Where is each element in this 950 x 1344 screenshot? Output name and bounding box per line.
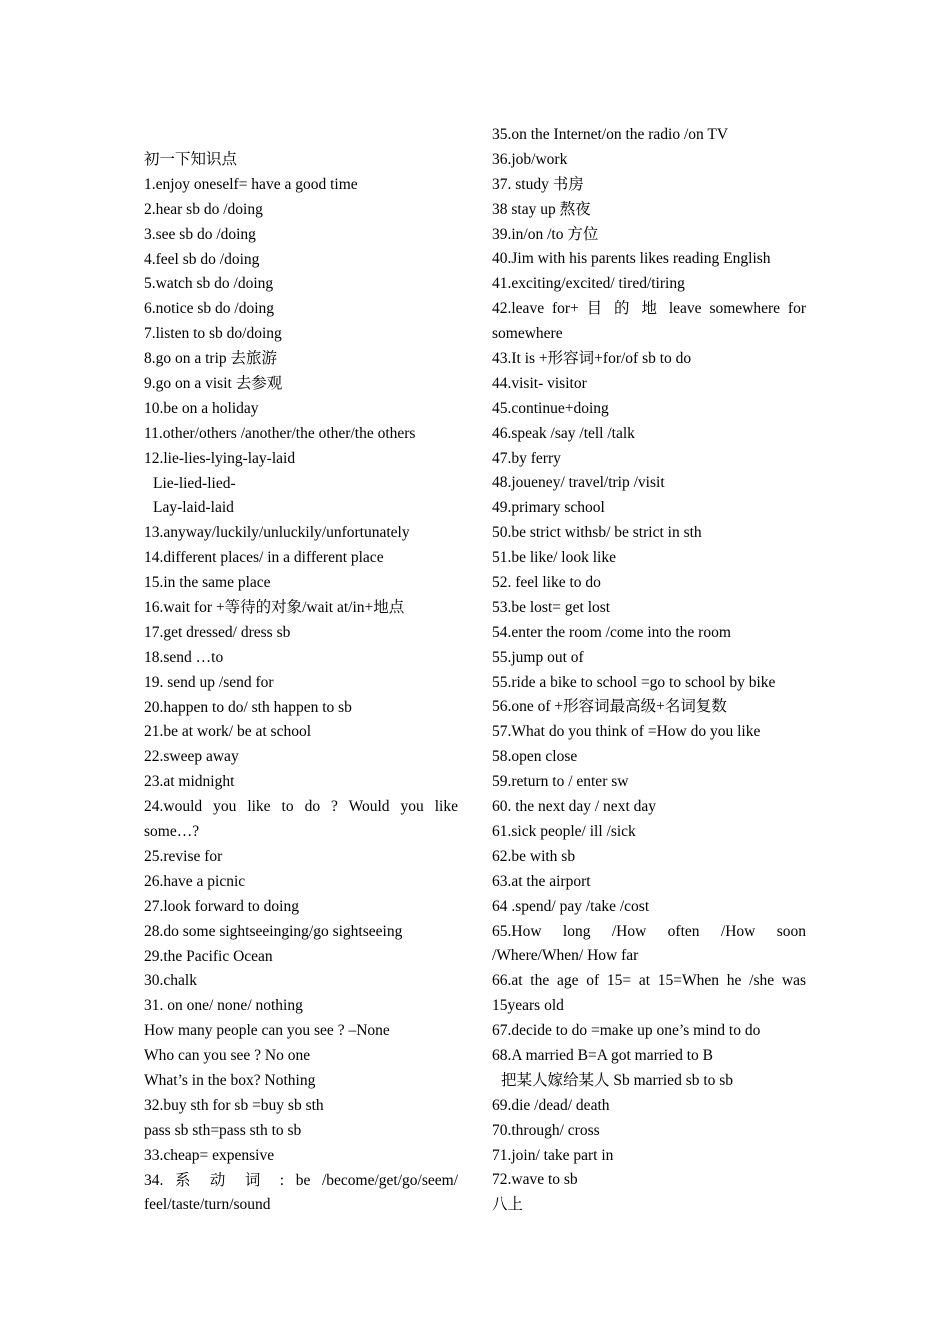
list-item-continuation: some…? (144, 823, 200, 841)
list-item: 38 stay up 熬夜 (492, 200, 591, 218)
list-item: 24.would you like to do ? Would you like (144, 798, 458, 816)
list-item: 50.be strict withsb/ be strict in sth (492, 524, 702, 542)
list-item: 33.cheap= expensive (144, 1146, 275, 1164)
list-item: 9.go on a visit 去参观 (144, 375, 283, 393)
list-item: 36.job/work (492, 150, 568, 168)
list-item-continuation: Lie-lied-lied- (153, 474, 236, 492)
list-item: 54.enter the room /come into the room (492, 623, 731, 641)
list-item: 29.the Pacific Ocean (144, 947, 273, 965)
list-item: 34. 系 动 词 : be /become/get/go/seem/ (144, 1171, 458, 1189)
list-item-continuation: pass sb sth=pass sth to sb (144, 1121, 302, 1139)
list-item: 18.send …to (144, 648, 224, 666)
list-item: 1.enjoy oneself= have a good time (144, 175, 358, 193)
list-item: 35.on the Internet/on the radio /on TV (492, 126, 729, 143)
list-item-continuation: Lay-laid-laid (153, 499, 234, 517)
list-item: 47.by ferry (492, 449, 561, 467)
list-item: 71.join/ take part in (492, 1146, 614, 1164)
list-item: 61.sick people/ ill /sick (492, 822, 636, 840)
list-item: 68.A married B=A got married to B (492, 1046, 713, 1064)
list-item: 45.continue+doing (492, 399, 609, 417)
list-item-continuation: somewhere (492, 325, 563, 343)
list-item: 40.Jim with his parents likes reading English (492, 250, 771, 268)
list-item: 43.It is +形容词+for/of sb to do (492, 350, 692, 368)
list-item-continuation: Who can you see ? No one (144, 1047, 311, 1065)
list-item: 58.open close (492, 748, 578, 766)
list-item: 64 .spend/ pay /take /cost (492, 897, 650, 915)
list-item-continuation: /Where/When/ How far (492, 947, 639, 965)
list-item: 41.exciting/excited/ tired/tiring (492, 275, 685, 293)
list-item: 20.happen to do/ sth happen to sb (144, 698, 352, 716)
list-item-continuation: How many people can you see ? –None (144, 1022, 390, 1040)
list-item: 17.get dressed/ dress sb (144, 623, 291, 641)
list-item: 25.revise for (144, 847, 223, 865)
list-item: 16.wait for +等待的对象/wait at/in+地点 (144, 599, 405, 617)
list-item: 53.be lost= get lost (492, 598, 611, 616)
list-item: 6.notice sb do /doing (144, 300, 275, 318)
list-item: 46.speak /say /tell /talk (492, 424, 635, 442)
section-heading: 八上 (492, 1196, 524, 1214)
list-item: 59.return to / enter sw (492, 773, 629, 791)
list-item: 26.have a picnic (144, 872, 246, 890)
list-item: 19. send up /send for (144, 673, 274, 691)
list-item: 14.different places/ in a different place (144, 549, 384, 567)
list-item: 70.through/ cross (492, 1121, 600, 1139)
list-item: 67.decide to do =make up one’s mind to do (492, 1022, 761, 1040)
list-item: 11.other/others /another/the other/the others (144, 424, 416, 442)
list-item: 30.chalk (144, 972, 197, 990)
list-item: 22.sweep away (144, 748, 239, 766)
list-item: 55.ride a bike to school =go to school by bike (492, 673, 776, 691)
list-item: 10.be on a holiday (144, 399, 259, 417)
list-item: 28.do some sightseeinging/go sightseeing (144, 922, 403, 940)
list-item: 66.at the age of 15= at 15=When he /she was (492, 972, 806, 990)
list-item: 49.primary school (492, 499, 605, 517)
list-item: 12.lie-lies-lying-lay-laid (144, 449, 296, 467)
list-item: 8.go on a trip 去旅游 (144, 350, 278, 368)
list-item: 69.die /dead/ death (492, 1096, 610, 1114)
list-item: 15.in the same place (144, 574, 271, 592)
list-item: 13.anyway/luckily/unluckily/unfortunately (144, 524, 410, 542)
list-item-continuation: 把某人嫁给某人 Sb married sb to sb (501, 1071, 734, 1089)
list-item: 37. study 书房 (492, 175, 584, 193)
list-item: 57.What do you think of =How do you like (492, 723, 761, 741)
list-item: 21.be at work/ be at school (144, 723, 312, 741)
right-column (492, 123, 806, 1218)
list-item: 65.How long /How often /How soon (492, 922, 806, 940)
list-item-continuation: What’s in the box? Nothing (144, 1071, 316, 1089)
list-item: 44.visit- visitor (492, 374, 587, 392)
list-item: 5.watch sb do /doing (144, 275, 274, 293)
list-item: 52. feel like to do (492, 574, 601, 592)
list-item: 23.at midnight (144, 773, 235, 791)
list-item: 42.leave for+ 目 的 地 leave somewhere for (492, 300, 806, 318)
list-item-continuation: feel/taste/turn/sound (144, 1196, 271, 1214)
list-item: 55.jump out of (492, 648, 584, 666)
list-item-continuation: 15years old (492, 997, 564, 1015)
list-item: 3.see sb do /doing (144, 225, 256, 243)
list-item: 72.wave to sb (492, 1171, 578, 1189)
list-item: 32.buy sth for sb =buy sb sth (144, 1096, 324, 1114)
list-item: 48.joueney/ travel/trip /visit (492, 474, 665, 492)
list-item: 51.be like/ look like (492, 549, 616, 567)
list-item: 56.one of +形容词最高级+名词复数 (492, 698, 727, 716)
list-item: 63.at the airport (492, 872, 591, 890)
list-item: 27.look forward to doing (144, 897, 299, 915)
list-item: 4.feel sb do /doing (144, 250, 260, 268)
list-item: 31. on one/ none/ nothing (144, 997, 303, 1015)
list-item: 7.listen to sb do/doing (144, 325, 282, 343)
list-item: 2.hear sb do /doing (144, 200, 263, 218)
list-item: 39.in/on /to 方位 (492, 225, 599, 243)
left-column (144, 148, 458, 1218)
section-heading: 初一下知识点 (144, 151, 238, 168)
list-item: 60. the next day / next day (492, 798, 656, 816)
list-item: 62.be with sb (492, 847, 576, 865)
